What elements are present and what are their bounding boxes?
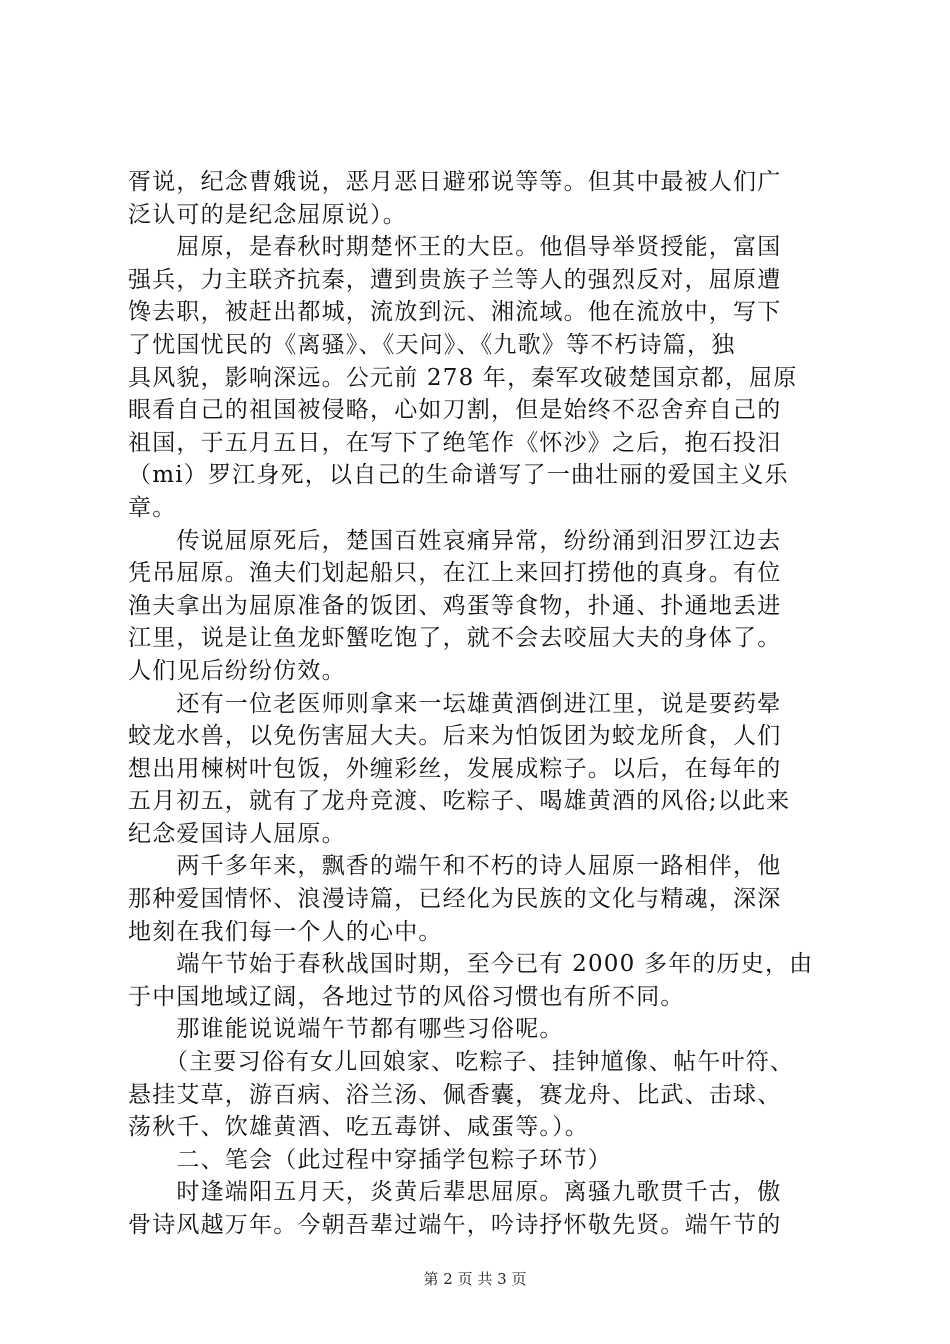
text-line: 地刻在我们每一个人的心中。 xyxy=(128,918,443,945)
text-line: 悬挂艾草，游百病、浴兰汤、佩香囊，赛龙舟、比武、击球、 xyxy=(128,1081,782,1108)
text-line: 荡秋千、饮雄黄酒、吃五毒饼、咸蛋等。）。 xyxy=(128,1114,589,1141)
body-text xyxy=(128,166,840,1242)
text-line: 二、笔会（此过程中穿插学包粽子环节） xyxy=(128,1146,612,1173)
text-line: （主要习俗有女儿回娘家、吃粽子、挂钟馗像、帖午叶符、 xyxy=(128,1049,795,1076)
text-line: 渔夫拿出为屈原准备的饭团、鸡蛋等食物，扑通、扑通地丢进 xyxy=(128,592,782,619)
text-line: 具风貌，影响深远。公元前 278 年，秦军攻破楚国京都，屈原 xyxy=(128,364,798,391)
text-line: 纪念爱国诗人屈原。 xyxy=(128,820,346,847)
text-line: 两千多年来，飘香的端午和不朽的诗人屈原一路相伴，他 xyxy=(128,853,782,880)
text-line: 传说屈原死后，楚国百姓哀痛异常，纷纷涌到汨罗江边去 xyxy=(128,527,782,554)
text-line: 了忧国忧民的《离骚》、《天问》、《九歌》等不朽诗篇，独 xyxy=(128,331,736,358)
text-line: （mi）罗江身死，以自己的生命谱写了一曲壮丽的爱国主义乐 xyxy=(128,462,789,489)
page-footer: 第 2 页 共 3 页 xyxy=(423,1270,527,1288)
text-line: 那种爱国情怀、浪漫诗篇，已经化为民族的文化与精魂，深深 xyxy=(128,886,782,913)
text-line: 蛟龙水兽，以免伤害屈大夫。后来为怕饭团为蛟龙所食，人们 xyxy=(128,723,782,750)
text-line: 想出用楝树叶包饭，外缠彩丝，发展成粽子。以后，在每年的 xyxy=(128,755,782,782)
text-line: 于中国地域辽阔，各地过节的风俗习惯也有所不同。 xyxy=(128,983,685,1010)
text-line: 屈原，是春秋时期楚怀王的大臣。他倡导举贤授能，富国 xyxy=(128,234,782,261)
text-line: 馋去职，被赶出都城，流放到沅、湘流域。他在流放中，写下 xyxy=(128,299,782,326)
text-line: 胥说，纪念曹娥说，恶月恶日避邪说等等。但其中最被人们广 xyxy=(128,169,782,195)
text-line: 那谁能说说端午节都有哪些习俗呢。 xyxy=(128,1016,564,1043)
text-line: 凭吊屈原。渔夫们划起船只，在江上来回打捞他的真身。有位 xyxy=(128,560,782,587)
text-line: 还有一位老医师则拿来一坛雄黄酒倒进江里，说是要药晕 xyxy=(128,690,782,717)
text-line: 泛认可的是纪念屈原说）。 xyxy=(128,201,407,228)
text-line: 五月初五，就有了龙舟竞渡、吃粽子、喝雄黄酒的风俗;以此来 xyxy=(128,788,791,815)
text-line: 江里，说是让鱼龙虾蟹吃饱了，就不会去咬屈大夫的身体了。 xyxy=(128,625,782,652)
text-line: 端午节始于春秋战国时期，至今已有 2000 多年的历史，由 xyxy=(128,951,814,978)
text-line: 章。 xyxy=(128,494,177,521)
text-line: 时逢端阳五月天，炎黄后辈思屈原。离骚九歌贯千古，傲 xyxy=(128,1179,782,1206)
text-line: 强兵，力主联齐抗秦，遭到贵族子兰等人的强烈反对，屈原遭 xyxy=(128,266,782,293)
text-line: 祖国，于五月五日，在写下了绝笔作《怀沙》之后，抱石投汨 xyxy=(128,429,782,456)
text-line: 人们见后纷纷仿效。 xyxy=(128,657,346,684)
text-line: 骨诗风越万年。今朝吾辈过端午，吟诗抒怀敬先贤。端午节的 xyxy=(128,1212,782,1238)
text-line: 眼看自己的祖国被侵略，心如刀割，但是始终不忍舍弃自己的 xyxy=(128,397,782,424)
